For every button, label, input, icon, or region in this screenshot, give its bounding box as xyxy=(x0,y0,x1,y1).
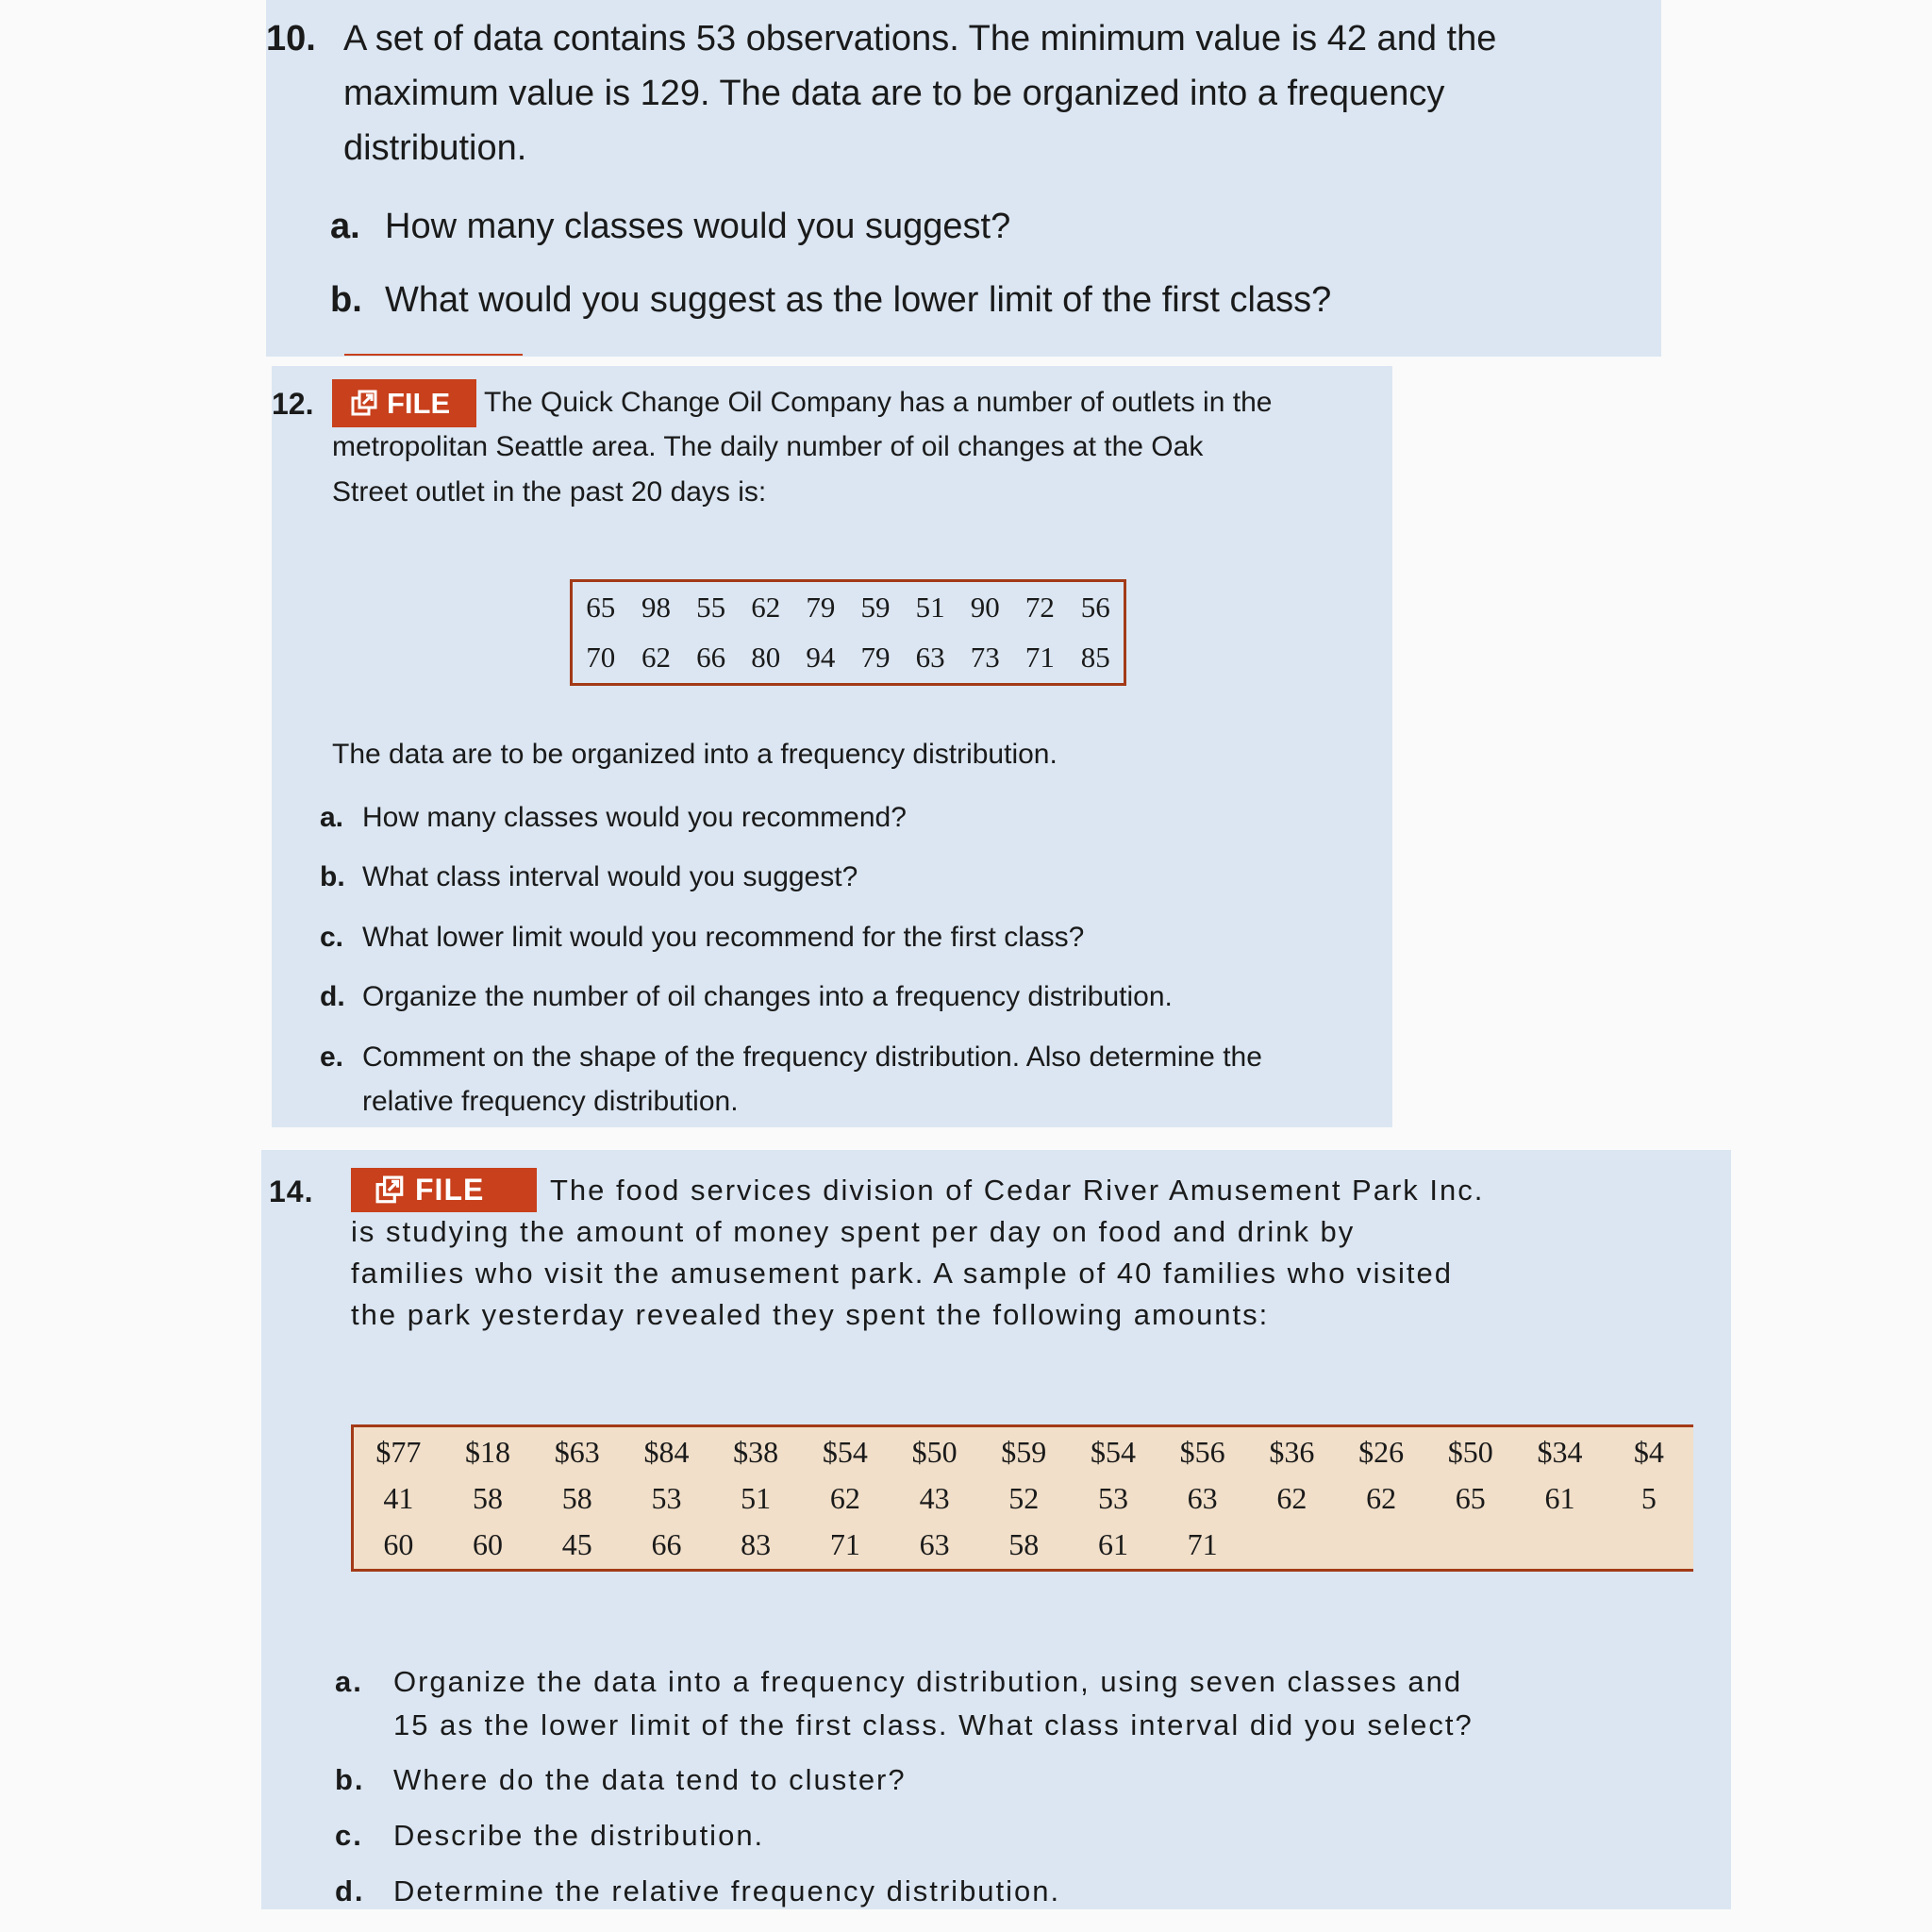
part-letter: d. xyxy=(320,981,345,1012)
table-cell: $34 xyxy=(1537,1435,1583,1469)
table-cell: 85 xyxy=(1080,641,1110,675)
table-cell: 58 xyxy=(561,1481,592,1515)
table-cell xyxy=(1605,1522,1693,1568)
table-row xyxy=(572,633,1125,685)
problem-number: 10. xyxy=(266,19,316,58)
problem-10-panel xyxy=(266,0,1661,357)
problem-number: 14. xyxy=(269,1174,314,1208)
problem-text-line: maximum value is 129. The data are to be organized into a frequency xyxy=(343,74,1445,113)
table-cell: $4 xyxy=(1633,1435,1664,1469)
table-cell: 51 xyxy=(915,590,945,624)
table-cell: 55 xyxy=(696,590,726,624)
part-a xyxy=(330,207,1010,247)
part-letter: b. xyxy=(320,861,345,892)
table-cell: 70 xyxy=(586,641,616,675)
part-text: Determine the relative frequency distribution. xyxy=(393,1874,1061,1907)
part-letter: d. xyxy=(335,1874,365,1907)
table-cell: $54 xyxy=(822,1435,868,1469)
problem-text-line: Street outlet in the past 20 days is: xyxy=(332,476,767,508)
external-file-icon xyxy=(351,390,379,418)
oil-changes-table xyxy=(570,579,1126,686)
part-text: What lower limit would you recommend for the first class? xyxy=(362,922,1085,953)
table-cell: 61 xyxy=(1097,1527,1128,1561)
part-c xyxy=(335,1819,764,1853)
part-d xyxy=(320,981,1173,1013)
table-cell: 41 xyxy=(383,1481,414,1515)
file-button[interactable] xyxy=(332,379,476,427)
table-cell: 79 xyxy=(806,590,836,624)
table-cell: 53 xyxy=(651,1481,682,1515)
table-cell: 43 xyxy=(919,1481,950,1515)
problem-number: 12. xyxy=(272,387,314,421)
table-cell: 58 xyxy=(473,1481,504,1515)
problem-text-line: the park yesterday revealed they spent the following amounts: xyxy=(351,1298,1270,1331)
part-text: Describe the distribution. xyxy=(393,1819,765,1852)
table-row xyxy=(354,1522,1693,1568)
part-text: Organize the data into a frequency distribution, using seven classes and xyxy=(393,1665,1463,1698)
part-text-continued: relative frequency distribution. xyxy=(362,1086,739,1117)
part-c xyxy=(320,922,1084,954)
table-cell xyxy=(1425,1522,1515,1568)
file-button[interactable] xyxy=(351,1168,537,1212)
table-cell: 62 xyxy=(641,641,671,675)
table-cell: 56 xyxy=(1080,590,1110,624)
table-cell: $77 xyxy=(375,1435,422,1469)
table-cell xyxy=(1247,1522,1337,1568)
table-cell: 66 xyxy=(696,641,726,675)
part-text: What would you suggest as the lower limit of the first class? xyxy=(385,280,1332,320)
table-cell: 80 xyxy=(751,641,781,675)
table-cell xyxy=(1515,1522,1605,1568)
table-cell: 62 xyxy=(751,590,781,624)
part-letter: e. xyxy=(320,1041,344,1073)
table-cell: 51 xyxy=(741,1481,772,1515)
table-cell: 62 xyxy=(1366,1481,1397,1515)
problem-text-line: families who visit the amusement park. A sample of 40 families who visited xyxy=(351,1257,1454,1290)
problem-text-line: The data are to be organized into a frequency distribution. xyxy=(332,739,1058,770)
table-cell: 58 xyxy=(1008,1527,1040,1561)
table-cell: $54 xyxy=(1090,1435,1136,1469)
file-label: FILE xyxy=(387,386,451,420)
table-cell: 5 xyxy=(1641,1481,1657,1515)
table-cell: 53 xyxy=(1097,1481,1128,1515)
table-cell xyxy=(1337,1522,1426,1568)
problem-text-line: The Quick Change Oil Company has a number of outlets in the xyxy=(484,387,1273,418)
table-cell: 60 xyxy=(383,1527,414,1561)
spending-table xyxy=(354,1429,1693,1568)
part-letter: c. xyxy=(320,922,344,953)
problem-text-line: is studying the amount of money spent per day on food and drink by xyxy=(351,1215,1356,1248)
part-text-continued: 15 as the lower limit of the first class. What class interval did you select? xyxy=(393,1708,1474,1741)
table-cell: 66 xyxy=(651,1527,682,1561)
table-cell: $63 xyxy=(554,1435,600,1469)
divider xyxy=(344,354,523,356)
problem-text-line: A set of data contains 53 observations. The minimum value is 42 and the xyxy=(343,19,1497,58)
table-cell: 61 xyxy=(1544,1481,1575,1515)
problem-12-panel xyxy=(272,366,1392,1127)
table-row xyxy=(572,581,1125,633)
table-cell: 63 xyxy=(1187,1481,1218,1515)
table-cell: $18 xyxy=(465,1435,511,1469)
part-letter: b. xyxy=(335,1763,365,1796)
table-cell: $26 xyxy=(1358,1435,1405,1469)
part-a xyxy=(320,802,907,834)
table-cell: 65 xyxy=(1455,1481,1486,1515)
part-letter: a. xyxy=(320,802,344,833)
part-e xyxy=(320,1041,1262,1074)
table-cell: 98 xyxy=(641,590,671,624)
table-cell: $84 xyxy=(643,1435,690,1469)
part-b xyxy=(320,861,858,893)
table-cell: 65 xyxy=(586,590,616,624)
part-text: Comment on the shape of the frequency distribution. Also determine the xyxy=(362,1041,1262,1073)
table-cell: 73 xyxy=(970,641,1000,675)
part-letter: a. xyxy=(335,1665,363,1698)
table-cell: 60 xyxy=(473,1527,504,1561)
table-cell: 71 xyxy=(1024,641,1055,675)
file-label: FILE xyxy=(415,1173,485,1207)
part-letter: c. xyxy=(335,1819,363,1852)
part-d xyxy=(335,1874,1060,1908)
part-text: Where do the data tend to cluster? xyxy=(393,1763,907,1796)
table-cell: 63 xyxy=(915,641,945,675)
table-cell: $50 xyxy=(911,1435,958,1469)
problem-text-line: The food services division of Cedar River Amusement Park Inc. xyxy=(550,1174,1485,1207)
table-cell: 71 xyxy=(829,1527,860,1561)
table-cell: 62 xyxy=(1276,1481,1307,1515)
part-text: How many classes would you recommend? xyxy=(362,802,907,833)
table-cell: 83 xyxy=(741,1527,772,1561)
table-cell: $56 xyxy=(1179,1435,1225,1469)
table-row xyxy=(354,1475,1693,1522)
external-file-icon xyxy=(375,1175,406,1206)
part-text: What class interval would you suggest? xyxy=(362,861,858,892)
table-cell: $59 xyxy=(1001,1435,1047,1469)
table-cell: 72 xyxy=(1024,590,1055,624)
table-cell: $36 xyxy=(1269,1435,1315,1469)
problem-text-line: metropolitan Seattle area. The daily number of oil changes at the Oak xyxy=(332,431,1204,462)
table-cell: 62 xyxy=(829,1481,860,1515)
table-cell: 79 xyxy=(860,641,891,675)
table-cell: 90 xyxy=(970,590,1000,624)
spending-table-frame xyxy=(351,1424,1693,1572)
part-letter: a. xyxy=(330,207,360,246)
part-a xyxy=(335,1665,1462,1699)
part-b xyxy=(330,280,1331,321)
table-cell: $38 xyxy=(733,1435,779,1469)
problem-14-panel xyxy=(261,1150,1731,1909)
table-cell: $50 xyxy=(1447,1435,1493,1469)
table-cell: 59 xyxy=(860,590,891,624)
table-cell: 71 xyxy=(1187,1527,1218,1561)
table-cell: 52 xyxy=(1008,1481,1040,1515)
part-text: How many classes would you suggest? xyxy=(385,207,1011,246)
table-row xyxy=(354,1429,1693,1475)
table-cell: 45 xyxy=(561,1527,592,1561)
table-cell: 63 xyxy=(919,1527,950,1561)
part-text: Organize the number of oil changes into a frequency distribution. xyxy=(362,981,1173,1012)
part-letter: b. xyxy=(330,280,362,320)
part-b xyxy=(335,1763,907,1797)
problem-text-line: distribution. xyxy=(343,128,527,168)
table-cell: 94 xyxy=(806,641,836,675)
